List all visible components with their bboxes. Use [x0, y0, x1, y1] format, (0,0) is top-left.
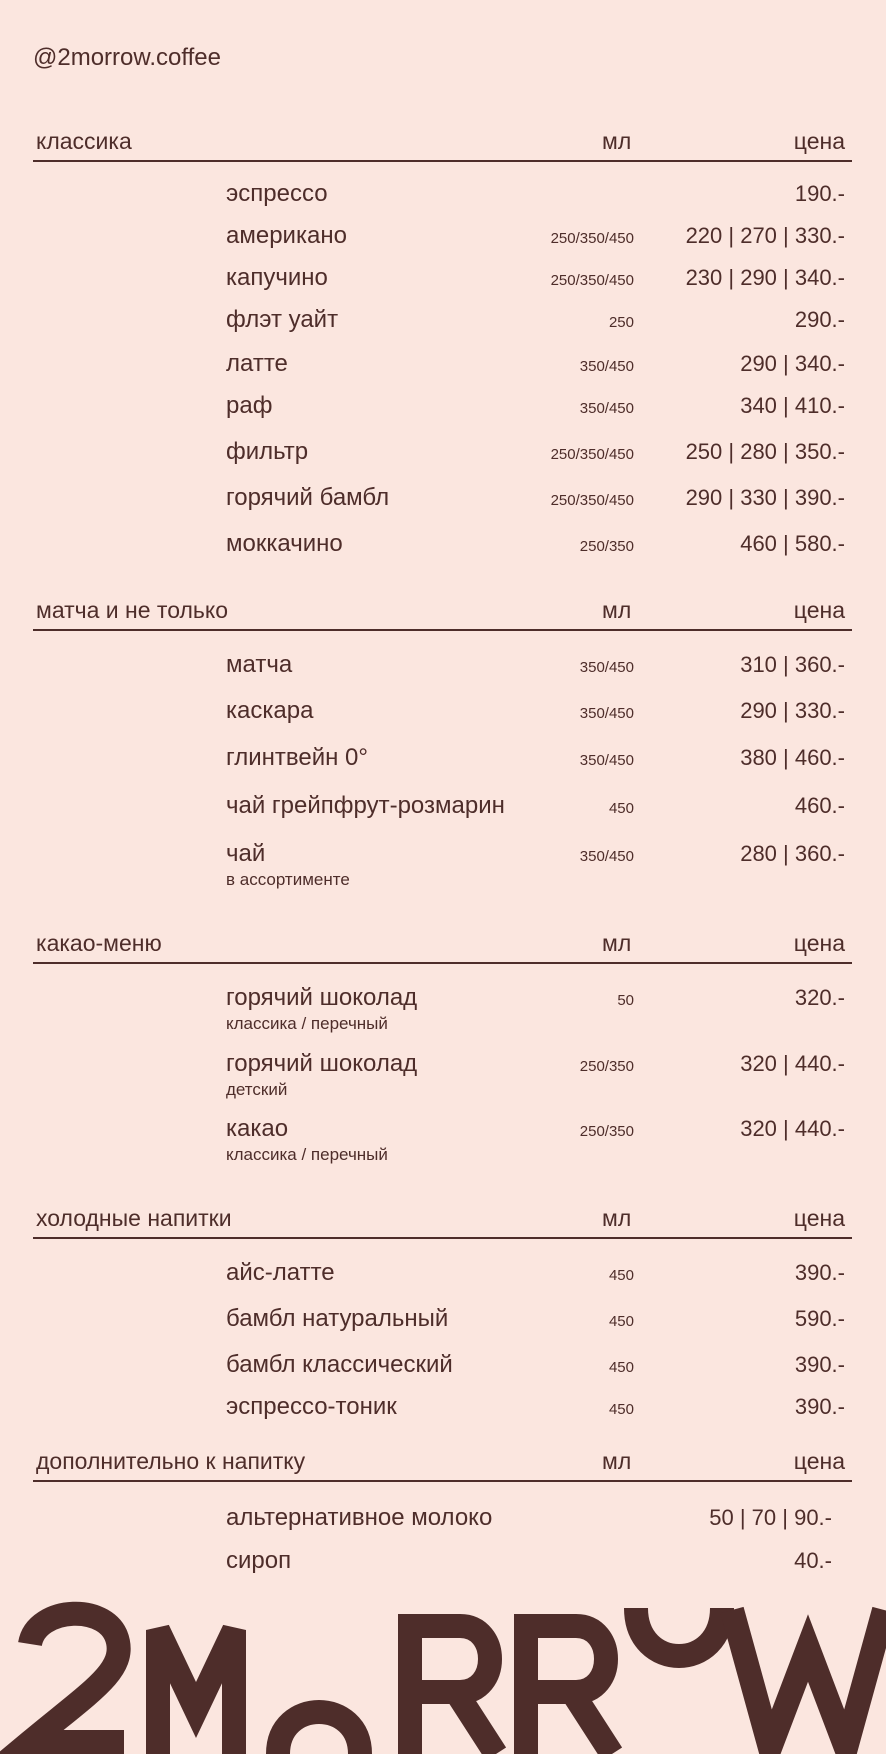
section-header — [33, 1201, 852, 1239]
price-column-header: цена — [793, 1448, 845, 1474]
menu-item — [33, 306, 852, 352]
item-name: каскара — [226, 697, 314, 724]
menu-item — [33, 392, 852, 438]
item-volume: 250/350/450 — [550, 492, 634, 509]
item-volume: 350/450 — [579, 752, 634, 769]
menu-item — [33, 264, 852, 310]
item-name: американо — [226, 222, 347, 249]
item-volume: 250/350/450 — [550, 272, 634, 289]
item-volume: 450 — [608, 1267, 634, 1284]
item-volume: 450 — [608, 1313, 634, 1330]
item-price: 340 | 410.- — [740, 393, 845, 418]
section-cocoa — [33, 926, 852, 1164]
volume-column-header: мл — [602, 1205, 632, 1231]
section-title: холодные напитки — [36, 1205, 232, 1231]
section-classics — [33, 124, 852, 557]
item-name: бамбл классический — [226, 1351, 453, 1378]
item-volume: 350/450 — [579, 358, 634, 375]
item-name: какао — [226, 1115, 289, 1142]
menu-item — [33, 744, 852, 790]
item-volume: 250/350 — [579, 1058, 634, 1075]
item-volume: 250/350 — [579, 538, 634, 555]
item-price: 230 | 290 | 340.- — [685, 265, 845, 290]
section-title: матча и не только — [36, 597, 228, 623]
menu-item — [33, 1305, 852, 1351]
section-header — [33, 1444, 852, 1482]
item-volume: 250 — [608, 314, 634, 331]
price-column-header: цена — [793, 128, 845, 154]
menu-item — [33, 222, 852, 268]
item-price: 390.- — [794, 1394, 845, 1419]
item-volume: 50 — [617, 992, 634, 1009]
item-price: 460.- — [794, 793, 845, 818]
item-note: детский — [226, 1080, 288, 1099]
item-name: матча — [226, 651, 293, 678]
item-price: 280 | 360.- — [740, 841, 845, 866]
price-column-header: цена — [793, 930, 845, 956]
item-name: альтернативное молоко — [226, 1504, 493, 1531]
menu-item — [33, 697, 852, 743]
brand-logo — [0, 1600, 886, 1754]
menu-item — [33, 180, 852, 226]
item-name: капучино — [226, 264, 328, 291]
item-price: 310 | 360.- — [740, 652, 845, 677]
item-name: горячий бамбл — [226, 484, 390, 511]
item-volume: 350/450 — [579, 848, 634, 865]
item-note: в ассортименте — [226, 870, 350, 889]
item-price: 290 | 330.- — [740, 698, 845, 723]
menu-item — [33, 350, 852, 396]
instagram-handle: @2morrow.coffee — [33, 44, 222, 71]
item-volume: 250/350/450 — [550, 446, 634, 463]
item-name: фильтр — [226, 438, 309, 465]
item-name: горячий шоколад — [226, 1050, 418, 1077]
item-volume: 350/450 — [579, 705, 634, 722]
menu-item — [33, 1050, 852, 1099]
item-price: 380 | 460.- — [740, 745, 845, 770]
menu-item — [33, 1393, 852, 1439]
menu-item — [33, 1115, 852, 1164]
item-volume: 450 — [608, 1359, 634, 1376]
item-name: латте — [226, 350, 288, 377]
item-price: 390.- — [794, 1352, 845, 1377]
menu-item — [33, 840, 852, 889]
item-price: 290 | 340.- — [740, 351, 845, 376]
section-header — [33, 124, 852, 162]
item-volume: 450 — [608, 1401, 634, 1418]
item-volume: 250/350 — [579, 1123, 634, 1140]
item-price: 50 | 70 | 90.- — [709, 1505, 832, 1530]
item-volume: 250/350/450 — [550, 230, 634, 247]
menu-item — [33, 792, 852, 838]
item-note: классика / перечный — [226, 1014, 388, 1033]
item-price: 320.- — [794, 985, 845, 1010]
price-column-header: цена — [793, 597, 845, 623]
menu-item — [33, 484, 852, 530]
menu-item — [33, 1504, 852, 1550]
volume-column-header: мл — [602, 930, 632, 956]
item-volume: 350/450 — [579, 659, 634, 676]
item-price: 320 | 440.- — [740, 1116, 845, 1141]
volume-column-header: мл — [602, 128, 632, 154]
item-name: айс-латте — [226, 1259, 335, 1286]
item-name: эспрессо-тоник — [226, 1393, 397, 1420]
item-name: флэт уайт — [226, 306, 339, 333]
item-name: чай — [226, 840, 266, 867]
item-name: глинтвейн 0° — [226, 744, 368, 771]
section-header — [33, 593, 852, 631]
item-volume: 450 — [608, 800, 634, 817]
item-name: чай грейпфрут-розмарин — [226, 792, 505, 819]
section-title: классика — [36, 128, 132, 154]
section-title: какао-меню — [36, 930, 162, 956]
menu-item — [33, 1547, 852, 1593]
item-price: 40.- — [794, 1548, 832, 1573]
menu-item — [33, 651, 852, 697]
item-note: классика / перечный — [226, 1145, 388, 1164]
menu-item — [33, 530, 852, 576]
section-matcha — [33, 593, 852, 889]
item-price: 190.- — [794, 181, 845, 206]
item-price: 590.- — [794, 1306, 845, 1331]
item-price: 220 | 270 | 330.- — [685, 223, 845, 248]
item-price: 290 | 330 | 390.- — [685, 485, 845, 510]
volume-column-header: мл — [602, 1448, 632, 1474]
item-name: раф — [226, 392, 273, 419]
item-name: моккачино — [226, 530, 343, 557]
item-name: сироп — [226, 1547, 292, 1574]
item-price: 320 | 440.- — [740, 1051, 845, 1076]
section-title: дополнительно к напитку — [36, 1448, 306, 1474]
menu-item — [33, 984, 852, 1033]
price-column-header: цена — [793, 1205, 845, 1231]
section-cold-drinks — [33, 1201, 852, 1420]
item-name: бамбл натуральный — [226, 1305, 449, 1332]
volume-column-header: мл — [602, 597, 632, 623]
item-price: 460 | 580.- — [740, 531, 845, 556]
menu-item — [33, 438, 852, 484]
menu-item — [33, 1351, 852, 1397]
item-price: 250 | 280 | 350.- — [685, 439, 845, 464]
section-header — [33, 926, 852, 964]
section-extras — [33, 1444, 852, 1574]
item-name: эспрессо — [226, 180, 328, 207]
menu-item — [33, 1259, 852, 1305]
item-name: горячий шоколад — [226, 984, 418, 1011]
item-price: 290.- — [794, 307, 845, 332]
item-price: 390.- — [794, 1260, 845, 1285]
item-volume: 350/450 — [579, 400, 634, 417]
